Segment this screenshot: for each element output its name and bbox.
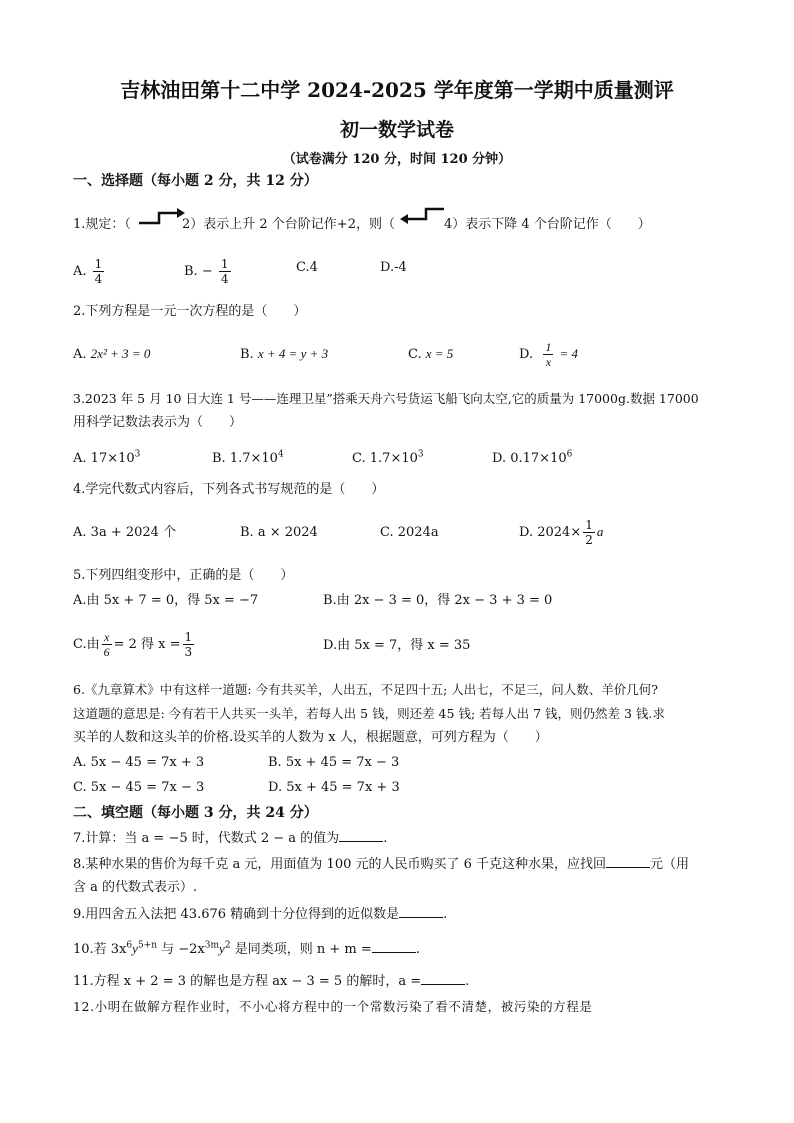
option-label: B. bbox=[240, 525, 254, 540]
section2-heading: 二、填空题（每小题 3 分，共 24 分） bbox=[73, 805, 318, 821]
denominator: x bbox=[545, 355, 552, 369]
q8-line2: 含 a 的代数式表示）. bbox=[73, 880, 198, 895]
numerator: 1 bbox=[94, 257, 103, 271]
q1-option-c: C.4 bbox=[296, 260, 318, 275]
option-label: D. bbox=[519, 525, 534, 540]
exam-title: 吉林油田第十二中学 2024-2025 学年度第一学期中质量测评 bbox=[120, 78, 674, 102]
q10-text: 是同类项，则 n + m = bbox=[230, 942, 372, 957]
q6-line2: 这道题的意思是: 今有若干人共买一头羊，若每人出 5 钱，则还差 45 钱; 若每人出 7 钱，则仍然差 3 钱.求 bbox=[73, 706, 665, 721]
q11-end: . bbox=[465, 974, 470, 989]
exponent: 3m bbox=[204, 940, 220, 951]
q9-end: . bbox=[443, 907, 448, 922]
fraction bbox=[219, 257, 231, 286]
option-label: A. bbox=[73, 347, 87, 362]
q2-option-b bbox=[240, 345, 328, 364]
q6-line1: 6.《九章算术》中有这样一道题: 今有共买羊，人出五，不足四十五; 人出七，不足三，问人数、羊价几何? bbox=[73, 682, 658, 697]
exponent: 6 bbox=[566, 449, 573, 460]
option-math: 2024a bbox=[397, 525, 439, 540]
option-math: a bbox=[596, 524, 604, 539]
question-7 bbox=[73, 829, 387, 848]
stair-up-icon bbox=[137, 205, 187, 227]
fraction bbox=[543, 340, 553, 369]
denominator: 3 bbox=[184, 645, 193, 659]
q1-part1: 1.规定：（ bbox=[73, 217, 131, 232]
option-math: 1.7×10 bbox=[369, 451, 418, 466]
exam-note: （试卷满分 120 分，时间 120 分钟） bbox=[282, 152, 512, 167]
q3-option-c bbox=[352, 450, 424, 468]
exponent: 6 bbox=[126, 940, 133, 951]
q5-option-a: A.由 5x + 7 = 0，得 5x = −7 bbox=[73, 593, 259, 608]
question-10 bbox=[73, 940, 420, 959]
option-label: A. bbox=[73, 451, 87, 466]
option-math: = 2 得 x = bbox=[113, 637, 181, 652]
section1-heading: 一、选择题（每小题 2 分，共 12 分） bbox=[73, 173, 318, 189]
option-math: = 4 bbox=[559, 346, 579, 361]
q4-option-a bbox=[73, 524, 176, 542]
numerator: x bbox=[102, 630, 112, 645]
q6-option-b: B. 5x + 45 = 7x − 3 bbox=[268, 755, 400, 770]
answer-blank[interactable] bbox=[372, 940, 416, 953]
option-math: 17×10 bbox=[90, 451, 135, 466]
q5-stem: 5.下列四组变形中，正确的是（ ） bbox=[73, 568, 294, 583]
q2-stem: 2.下列方程是一元一次方程的是（ ） bbox=[73, 304, 307, 319]
q3-option-b bbox=[212, 450, 284, 468]
option-math: 2024× bbox=[537, 525, 582, 540]
denominator: 6 bbox=[103, 645, 110, 659]
q6-line3: 买羊的人数和这头羊的价格.设买羊的人数为 x 人，根据题意，可列方程为（ ） bbox=[73, 730, 548, 745]
exponent: 2 bbox=[224, 940, 231, 951]
q10-text: 10.若 3x bbox=[73, 942, 127, 957]
answer-blank[interactable] bbox=[399, 905, 443, 918]
q7-end: . bbox=[383, 831, 388, 846]
numerator: 1 bbox=[585, 518, 593, 532]
q6-option-d: D. 5x + 45 = 7x + 3 bbox=[268, 780, 400, 795]
q1-part3: 4）表示下降 4 个台阶记作（ ） bbox=[444, 217, 651, 232]
q1-option-d: D.-4 bbox=[380, 260, 407, 275]
question-8 bbox=[73, 855, 689, 874]
q9-text: 9.用四舍五入法把 43.676 精确到十分位得到的近似数是 bbox=[73, 907, 400, 922]
fraction bbox=[183, 630, 195, 659]
numerator: 1 bbox=[184, 630, 193, 644]
option-math: x = 5 bbox=[425, 346, 454, 361]
exponent: 4 bbox=[277, 449, 284, 460]
variable: y bbox=[132, 941, 138, 956]
question-12-line1: 12.小明在做解方程作业时，不小心将方程中的一个常数污染了看不清楚，被污染的方程是 bbox=[73, 999, 593, 1014]
q2-option-c bbox=[408, 345, 453, 364]
q3-line2: 用科学记数法表示为（ ） bbox=[73, 415, 243, 430]
q8-end: 元（用 bbox=[650, 857, 690, 872]
q5-option-b: B.由 2x − 3 = 0，得 2x − 3 + 3 = 0 bbox=[323, 593, 553, 608]
q10-text: 与 −2x bbox=[157, 942, 205, 957]
option-label: C. bbox=[380, 525, 394, 540]
denominator: 2 bbox=[585, 533, 593, 547]
fraction bbox=[583, 518, 595, 547]
option-label: B. bbox=[212, 451, 226, 466]
fraction bbox=[93, 257, 105, 286]
option-math: 2x² + 3 = 0 bbox=[90, 346, 151, 361]
q1-option-b bbox=[184, 257, 233, 286]
question-9 bbox=[73, 905, 447, 924]
option-math: a × 2024 bbox=[257, 525, 318, 540]
option-math: 3a + 2024 个 bbox=[90, 525, 177, 540]
q2-option-a bbox=[73, 345, 150, 364]
answer-blank[interactable] bbox=[421, 972, 465, 985]
option-label: C. bbox=[408, 347, 422, 362]
q3-option-a bbox=[73, 450, 140, 468]
numerator: 1 bbox=[220, 257, 229, 271]
denominator: 4 bbox=[94, 272, 103, 286]
q6-option-a: A. 5x − 45 = 7x + 3 bbox=[73, 755, 205, 770]
denominator: 4 bbox=[220, 272, 229, 286]
option-label: A. bbox=[73, 264, 87, 279]
question-11 bbox=[73, 972, 469, 991]
option-math: x + 4 = y + 3 bbox=[257, 346, 329, 361]
q8-text: 8.某种水果的售价为每千克 a 元，用面值为 100 元的人民币购买了 6 千克这种水果，应找回 bbox=[73, 857, 607, 872]
variable: y bbox=[219, 941, 225, 956]
q10-end: . bbox=[415, 942, 420, 957]
q3-line1: 3.2023 年 5 月 10 日大连 1 号——连理卫星”搭乘天舟六号货运飞船飞向太空,它的质量为 17000g.数据 17000 bbox=[73, 391, 699, 406]
q1-part2: 2）表示上升 2 个台阶记作+2，则（ bbox=[182, 217, 395, 232]
fraction bbox=[102, 630, 112, 659]
answer-blank[interactable] bbox=[606, 855, 650, 868]
q4-stem: 4.学完代数式内容后，下列各式书写规范的是（ ） bbox=[73, 482, 385, 497]
q5-option-d: D.由 5x = 7，得 x = 35 bbox=[323, 638, 471, 653]
option-math: 0.17×10 bbox=[510, 451, 567, 466]
q4-option-b bbox=[240, 524, 318, 542]
option-label: D. bbox=[492, 451, 507, 466]
q5-option-c bbox=[73, 630, 196, 659]
option-label: B. bbox=[184, 264, 198, 279]
q1-option-a bbox=[73, 257, 106, 286]
answer-blank[interactable] bbox=[339, 829, 383, 842]
q2-option-d bbox=[519, 340, 578, 369]
option-label: A. bbox=[73, 525, 87, 540]
option-math: 1.7×10 bbox=[229, 451, 278, 466]
q4-option-d bbox=[519, 518, 603, 547]
q4-option-c bbox=[380, 524, 439, 542]
exponent: 5+n bbox=[137, 940, 158, 951]
stair-down-icon bbox=[398, 205, 448, 227]
option-label: C.由 bbox=[73, 637, 100, 652]
q6-option-c: C. 5x − 45 = 7x − 3 bbox=[73, 780, 205, 795]
q7-text: 7.计算：当 a = −5 时，代数式 2 − a 的值为 bbox=[73, 831, 340, 846]
option-label: C. bbox=[352, 451, 366, 466]
option-label: D. bbox=[519, 347, 534, 362]
exponent: 3 bbox=[134, 449, 141, 460]
exam-subtitle: 初一数学试卷 bbox=[339, 119, 454, 141]
option-label: B. bbox=[240, 347, 254, 362]
q3-option-d bbox=[492, 450, 572, 468]
numerator: 1 bbox=[545, 340, 552, 354]
exponent: 3 bbox=[417, 449, 424, 460]
q11-text: 11.方程 x + 2 = 3 的解也是方程 ax − 3 = 5 的解时，a = bbox=[73, 974, 422, 989]
minus-sign: − bbox=[201, 264, 213, 279]
